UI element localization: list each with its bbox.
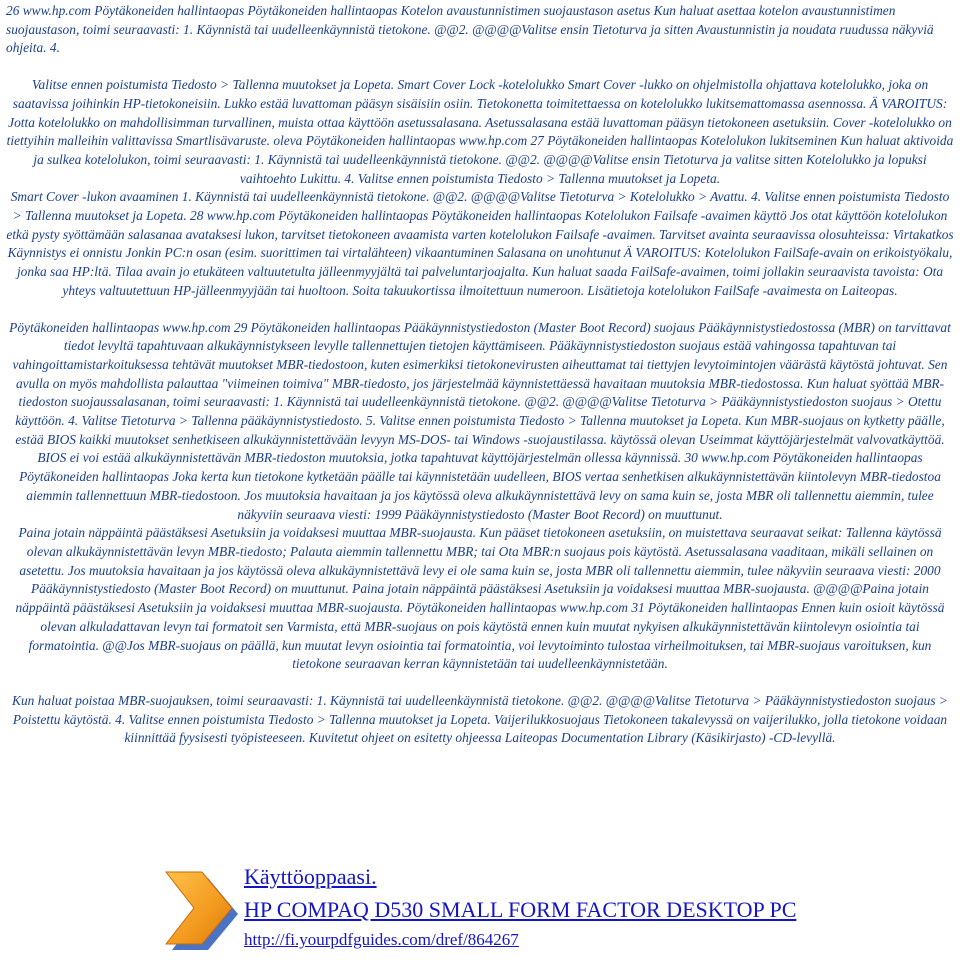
footer-links [244,862,950,952]
arrow-right-icon [160,864,242,956]
guide-link[interactable]: Käyttöoppaasi. [244,864,377,889]
model-link[interactable]: HP COMPAQ D530 SMALL FORM FACTOR DESKTOP PC [244,897,797,922]
paragraph-4: Pöytäkoneiden hallintaopas www.hp.com 29 Pöytäkoneiden hallintaopas Pääkäynnistystiedoston (Master Boot Record) suojaus Pääkäynnistystiedostossa (MBR) on tarvittavat tiedot levyltä tapahtuvaan alkukäynnistykseen levylle tallennettujen tietojen käyttämiseen. Pääkäynnistystiedoston suojaus estää vahingossa tapahtuvan tai vahingoittamistarkoituksessa tehtävät muutokset MBR-tiedostoon, kuten esimerkiksi tietokonevirusten aiheuttamat tai tiettyjen levytoimintojen väärästä käytöstä johtuvat. Sen avulla on myös mahdollista palauttaa "viimeinen toimiva" MBR-tiedosto, jos järjestelmää käynnistettäessä havaitaan muutoksia MBR-tiedostossa. Kun haluat syöttää MBR-tiedoston suojaussalasanan, toimi seuraavasti: 1. Käynnistä tai uudelleenkäynnistä tietokone. @@2. @@@@Valitse Tietoturva > Pääkäynnistystiedoston suojaus > Otettu käyttöön. 4. Valitse Tietoturva > Tallenna pääkäynnistystiedosto. 5. Valitse ennen poistumista Tiedosto > Tallenna muutokset ja Lopeta. Kun MBR-suojaus on kytketty päälle, estää BIOS kaikki muutokset senhetkiseen alkukäynnistettävään levyyn MS-DOS- tai Windows -suojaustilassa. käytössä olevan Useimmat käyttöjärjestelmät valvovatkäyttöä. [9,319,951,447]
url-link[interactable]: http://fi.yourpdfguides.com/dref/864267 [244,930,519,949]
paragraph-gap [6,58,954,76]
document-body [6,2,954,748]
footer [160,862,950,962]
paragraph-6: Paina jotain näppäintä päästäksesi Asetuksiin ja voidaksesi muuttaa MBR-suojausta. Kun pääset tietokoneen asetuksiin, on muistettava seuraavat seikat: Tallenna käytössä olevan alkukäynnistettävän levyn MBR-tiedosto; Palauta aiemmin tallennettu MBR; tai Ota MBR:n suojaus pois käytöstä. Asetussalasana vaaditaan, mikäli sellainen on asetettu. Jos muutoksia havaitaan ja jos käytössä oleva alkukäynnistettävä levy ei ole sama kuin se, josta MBR oli tallennettu aiemmin, tulee näkyviin seuraava viesti: 2000 Pääkäynnistystiedosto (Master Boot Record) on muuttunut. Paina jotain näppäintä päästäksesi Asetuksiin ja voidaksesi muuttaa MBR-suojausta. @@@@Paina jotain näppäintä päästäksesi Asetuksiin ja voidaksesi muuttaa MBR-suojausta. Pöytäkoneiden hallintaopas www.hp.com 31 Pöytäkoneiden hallintaopas Ennen kuin osioit käytössä olevan alkuladattavan levyn tai formatoit sen Varmista, että MBR-suojaus on pois käytöstä ennen kuin muutat nykyisen alkukäynnistettävän kiintolevyn osiointia tai formatointia. @@Jos MBR-suojaus on päällä, kun muutat levyn osiointia tai formatointia, voi levytoiminto tulostaa virheilmoituksen, tai MBR-suojaus varoituksen, kun tietokone seuraavan kerran käynnistetään tai uudelleenkäynnistetään. [15,525,945,672]
paragraph-3: Smart Cover -lukon avaaminen 1. Käynnistä tai uudelleenkäynnistä tietokone. @@2. @@@@Valitse Tietoturva > Kotelolukko > Avattu. 4. Valitse ennen poistumista Tiedosto > Tallenna muutokset ja Lopeta. 28 www.hp.com Pöytäkoneiden hallintaopas Pöytäkoneiden hallintaopas Kotelolukon Failsafe -avaimen käyttö Jos otat käyttöön kotelolukon etkä pysty syöttämään salasanaa avataksesi lukon, tarvitset tietokoneen avaamista varten kotelolukon Failsafe -avaimen. Tarvitset avainta seuraavissa olosuhteissa: Virtakatkos Käynnistys ei onnistu Jonkin PC:n osan (esim. suorittimen tai virtalähteen) vikaantuminen Salasana on unohtunut Ä VAROITUS: Kotelolukon FailSafe-avain on erikoistyökalu, jonka saa HP:ltä. Tilaa avain jo etukäteen valtuutetulta jälleenmyyjältä tai palveluntarjoajalta. Kun haluat saada FailSafe-avaimen, toimi jollakin seuraavista tavoista: Ota yhteys valtuutettuun HP-jälleenmyyjään tai huoltoon. Soita takuukortissa ilmoitettuun numeroon. Lisätietoja kotelolukon FailSafe -avaimesta on Laiteopas. [6,189,954,298]
paragraph-5: BIOS ei voi estää alkukäynnistettävän MBR-tiedoston muutoksia, jotka tapahtuvat käyttöjärjestelmän ollessa käynnissä. 30 www.hp.com Pöytäkoneiden hallintaopas Pöytäkoneiden hallintaopas Joka kerta kun tietokone kytketään päälle tai käynnistetään uudelleen, BIOS vertaa senhetkisen alkukäynnistettävän kiintolevyn MBR-tiedostoa aiemmin tallennettuun MBR-tiedostoon. Jos muutoksia havaitaan ja jos käytössä oleva alkukäynnistettävä levy on sama kuin se, josta MBR oli tallennettu aiemmin, tulee näkyviin seuraava viesti: 1999 Pääkäynnistystiedosto (Master Boot Record) on muuttunut. [19,450,941,522]
paragraph-7: Kun haluat poistaa MBR-suojauksen, toimi seuraavasti: 1. Käynnistä tai uudelleenkäynnistä tietokone. @@2. @@@@Valitse Tietoturva > Pääkäynnistystiedoston suojaus > Poistettu käytöstä. 4. Valitse ennen poistumista Tiedosto > Tallenna muutokset ja Lopeta. Vaijerilukkosuojaus Tietokoneen takalevyssä on vaijerilukko, jolla tietokone voidaan kiinnittää fyysisesti työpisteeseen. Kuvitetut ohjeet on esitetty ohjeessa Laiteopas Documentation Library (Käsikirjasto) -CD-levyllä. [12,692,948,746]
paragraph-gap [6,674,954,692]
paragraph-2: Valitse ennen poistumista Tiedosto > Tallenna muutokset ja Lopeta. Smart Cover Lock -kotelolukko Smart Cover -lukko on ohjelmistolla ohjattava kotelolukko, joka on saatavissa joihinkin HP-tietokoneisiin. Lukko estää luvattoman pääsyn sisäisiin osiin. Tietokonetta toimitettaessa on kotelolukko lukitsemattomassa asennossa. Ä VAROITUS: Jotta kotelolukko on mahdollisimman turvallinen, muista ottaa käyttöön asetussalasana. Asetussalasana estää luvattoman pääsyn tietokoneen asetuksiin. Cover -kotelolukko on tiettyihin malleihin valittavissa Smartlisävaruste. oleva Pöytäkoneiden hallintaopas www.hp.com 27 Pöytäkoneiden hallintaopas Kotelolukon lukitseminen Kun haluat aktivoida ja sulkea kotelolukon, toimi seuraavasti: 1. Käynnistä tai uudelleenkäynnistä tietokone. @@2. @@@@Valitse ensin Tietoturva ja valitse sitten Kotelolukko ja lopuksi vaihtoehto Lukittu. 4. Valitse ennen poistumista Tiedosto > Tallenna muutokset ja Lopeta. [6,77,954,186]
paragraph-gap [6,301,954,319]
paragraph-1: 26 www.hp.com Pöytäkoneiden hallintaopas Pöytäkoneiden hallintaopas Kotelon avaustunnistimen suojaustason asetus Kun haluat asettaa kotelon avaustunnistimen suojaustason, toimi seuraavasti: 1. Käynnistä tai uudelleenkäynnistä tietokone. @@2. @@@@Valitse ensin Tietoturva ja sitten Avaustunnistin ja noudata ruudussa näkyviä ohjeita. 4. [6,3,934,56]
